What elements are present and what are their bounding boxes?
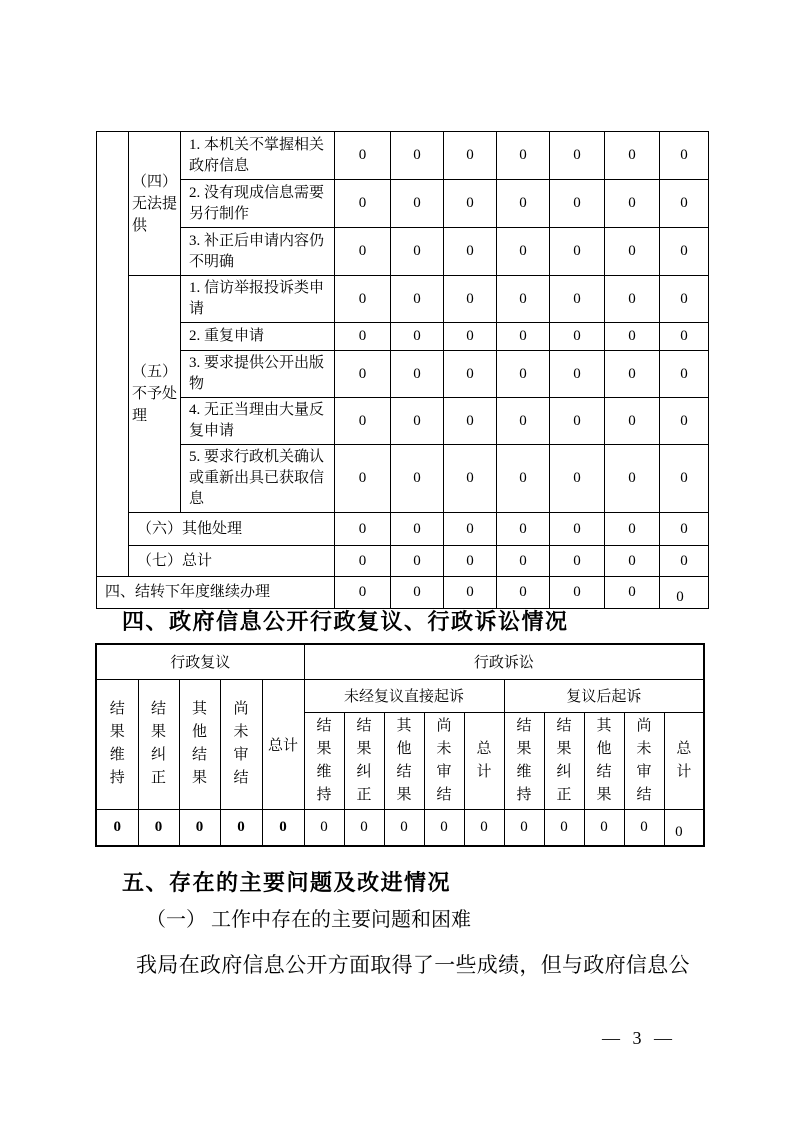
value-cell: 0 <box>335 323 391 351</box>
value-cell: 0 <box>335 180 391 228</box>
value-cell: 0 <box>624 809 664 846</box>
value-cell: 0 <box>605 398 660 445</box>
col-header-cell <box>220 679 262 809</box>
value-cell: 0 <box>262 809 304 846</box>
value-cell: 0 <box>605 445 660 513</box>
col-header-cell <box>179 679 220 809</box>
value-cell: 0 <box>384 809 424 846</box>
value-cell: 0 <box>605 276 660 323</box>
value-cell: 0 <box>444 513 497 546</box>
page-number: — 3 — <box>602 1028 672 1048</box>
value-cell: 0 <box>444 546 497 577</box>
section5-heading: 五、存在的主要问题及改进情况 <box>122 870 452 895</box>
value-cell: 0 <box>605 546 660 577</box>
row-label: 3. 补正后申请内容仍不明确 <box>181 228 335 276</box>
value-cell: 0 <box>444 323 497 351</box>
value-cell: 0 <box>335 513 391 546</box>
section3-results-table <box>96 131 709 609</box>
col-header-cell <box>544 712 584 809</box>
col-header-cell <box>262 679 304 809</box>
col-header-cell <box>664 712 704 809</box>
col-header-cell <box>304 712 344 809</box>
value-cell: 0 <box>464 809 504 846</box>
value-cell: 0 <box>391 351 444 398</box>
value-cell: 0 <box>605 132 660 180</box>
row-label: （七）总计 <box>129 546 335 577</box>
litigation-header-cell: 行政诉讼 <box>304 644 704 679</box>
col-header-cell <box>344 712 384 809</box>
value-cell: 0 <box>497 276 550 323</box>
value-cell: 0 <box>660 180 709 228</box>
col-header-text: 结果维持 <box>316 717 332 803</box>
value-cell: 0 <box>497 398 550 445</box>
col-header-text: 其他结果 <box>596 717 612 803</box>
col-header-text: 尚未审结 <box>233 701 249 786</box>
col-header-cell <box>96 679 138 809</box>
value-cell: 0 <box>391 398 444 445</box>
value-cell: 0 <box>335 228 391 276</box>
direct-suit-header-cell: 未经复议直接起诉 <box>304 679 504 712</box>
col-header-cell <box>504 712 544 809</box>
table-row <box>97 351 709 398</box>
col-header-cell <box>624 712 664 809</box>
value-cell: 0 <box>550 132 605 180</box>
value-cell: 0 <box>497 513 550 546</box>
value-cell: 0 <box>550 546 605 577</box>
table-row <box>97 228 709 276</box>
col-header-cell <box>584 712 624 809</box>
value-cell: 0 <box>660 132 709 180</box>
value-cell <box>664 809 704 846</box>
col-header-text: 结果纠正 <box>150 701 166 786</box>
value-cell: 0 <box>660 351 709 398</box>
carryover-empty-cell <box>97 132 129 577</box>
table-row <box>97 276 709 323</box>
value-cell: 0 <box>550 513 605 546</box>
after-review-suit-header-cell: 复议后起诉 <box>504 679 704 712</box>
value-cell: 0 <box>335 445 391 513</box>
col-header-text: 结果维持 <box>516 717 532 803</box>
value-cell: 0 <box>444 276 497 323</box>
value-cell: 0 <box>391 577 444 609</box>
value-cell: 0 <box>660 276 709 323</box>
value-text: 0 <box>675 823 683 840</box>
value-text: 0 <box>676 589 684 605</box>
value-cell: 0 <box>391 513 444 546</box>
value-cell: 0 <box>605 323 660 351</box>
col-header-text: 总计 <box>676 740 692 780</box>
value-cell: 0 <box>335 577 391 609</box>
value-cell: 0 <box>660 445 709 513</box>
value-cell: 0 <box>605 513 660 546</box>
value-cell: 0 <box>605 577 660 609</box>
value-cell: 0 <box>660 513 709 546</box>
value-cell: 0 <box>550 228 605 276</box>
value-cell: 0 <box>605 351 660 398</box>
value-cell: 0 <box>550 180 605 228</box>
value-cell: 0 <box>497 546 550 577</box>
review-litigation-table <box>95 643 705 847</box>
table-row <box>97 513 709 546</box>
row-label: 1. 信访举报投诉类申请 <box>181 276 335 323</box>
table-row <box>97 132 709 180</box>
value-cell: 0 <box>497 351 550 398</box>
group5-label-cell: （五）不予处理 <box>129 276 181 513</box>
value-cell <box>660 577 709 609</box>
col-header-text: 尚未审结 <box>436 717 452 803</box>
value-cell: 0 <box>544 809 584 846</box>
row-label: 3. 要求提供公开出版物 <box>181 351 335 398</box>
table-row <box>97 445 709 513</box>
value-cell: 0 <box>504 809 544 846</box>
row-label: 1. 本机关不掌握相关政府信息 <box>181 132 335 180</box>
table-row <box>97 398 709 445</box>
value-cell: 0 <box>550 323 605 351</box>
value-cell: 0 <box>550 351 605 398</box>
col-header-text: 尚未审结 <box>636 717 652 803</box>
value-cell: 0 <box>96 809 138 846</box>
row-label: 2. 没有现成信息需要另行制作 <box>181 180 335 228</box>
section4-heading: 四、政府信息公开行政复议、行政诉讼情况 <box>122 609 569 634</box>
row-label: 5. 要求行政机关确认或重新出具已获取信息 <box>181 445 335 513</box>
value-cell: 0 <box>335 132 391 180</box>
col-header-cell <box>464 712 504 809</box>
col-header-text: 总计 <box>476 740 492 780</box>
value-cell: 0 <box>444 132 497 180</box>
table-row <box>96 809 704 846</box>
value-cell: 0 <box>497 323 550 351</box>
row-label: （六）其他处理 <box>129 513 335 546</box>
value-cell: 0 <box>335 546 391 577</box>
col-header-text: 结果维持 <box>109 701 125 786</box>
col-header-text: 总计 <box>268 737 299 754</box>
value-cell: 0 <box>497 132 550 180</box>
review-header-cell: 行政复议 <box>96 644 304 679</box>
value-cell: 0 <box>335 398 391 445</box>
value-cell: 0 <box>391 180 444 228</box>
value-cell: 0 <box>391 546 444 577</box>
value-cell: 0 <box>497 180 550 228</box>
col-header-text: 结果纠正 <box>356 717 372 803</box>
value-cell: 0 <box>444 180 497 228</box>
col-header-cell <box>424 712 464 809</box>
value-cell: 0 <box>444 228 497 276</box>
value-cell: 0 <box>605 228 660 276</box>
col-header-text: 其他结果 <box>396 717 412 803</box>
value-cell: 0 <box>424 809 464 846</box>
subsection1-heading: （一） 工作中存在的主要问题和困难 <box>146 909 471 931</box>
value-cell: 0 <box>391 276 444 323</box>
table-row <box>96 679 704 712</box>
value-cell: 0 <box>550 398 605 445</box>
value-cell: 0 <box>335 276 391 323</box>
value-cell: 0 <box>660 546 709 577</box>
table-row <box>96 644 704 679</box>
value-cell: 0 <box>605 180 660 228</box>
value-cell: 0 <box>660 323 709 351</box>
table-row <box>97 323 709 351</box>
group4-label-cell: （四）无法提供 <box>129 132 181 276</box>
value-cell: 0 <box>550 577 605 609</box>
value-cell: 0 <box>391 445 444 513</box>
value-cell: 0 <box>444 351 497 398</box>
value-cell: 0 <box>584 809 624 846</box>
value-cell: 0 <box>444 445 497 513</box>
col-header-cell <box>384 712 424 809</box>
row-label: 四、结转下年度继续办理 <box>97 577 335 609</box>
value-cell: 0 <box>497 445 550 513</box>
value-cell: 0 <box>497 577 550 609</box>
value-cell: 0 <box>220 809 262 846</box>
value-cell: 0 <box>179 809 220 846</box>
col-header-cell <box>138 679 179 809</box>
value-cell: 0 <box>391 323 444 351</box>
value-cell: 0 <box>444 398 497 445</box>
row-label: 4. 无正当理由大量反复申请 <box>181 398 335 445</box>
value-cell: 0 <box>550 445 605 513</box>
value-cell: 0 <box>391 132 444 180</box>
value-cell: 0 <box>335 351 391 398</box>
row-label: 2. 重复申请 <box>181 323 335 351</box>
table-row <box>97 546 709 577</box>
value-cell: 0 <box>444 577 497 609</box>
value-cell: 0 <box>344 809 384 846</box>
body-paragraph: 我局在政府信息公开方面取得了一些成绩，但与政府信息公 <box>136 953 690 977</box>
value-cell: 0 <box>497 228 550 276</box>
value-cell: 0 <box>550 276 605 323</box>
value-cell: 0 <box>660 398 709 445</box>
value-cell: 0 <box>391 228 444 276</box>
col-header-text: 其他结果 <box>191 701 207 786</box>
table-row <box>97 180 709 228</box>
col-header-text: 结果纠正 <box>556 717 572 803</box>
table-row <box>97 577 709 609</box>
value-cell: 0 <box>660 228 709 276</box>
value-cell: 0 <box>138 809 179 846</box>
value-cell: 0 <box>304 809 344 846</box>
